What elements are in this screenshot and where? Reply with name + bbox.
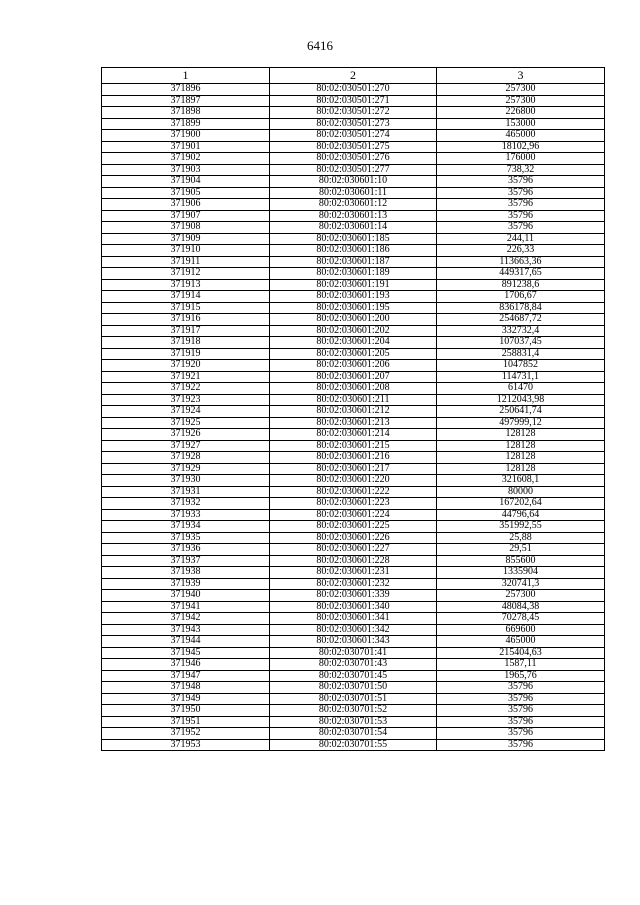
- table-row: [102, 498, 605, 510]
- cadastral-number-cell: 80:02:030601:191: [270, 279, 437, 291]
- row-number-cell: 371935: [102, 532, 270, 544]
- value-cell: 35796: [437, 739, 605, 751]
- table-row: [102, 383, 605, 395]
- cadastral-number-cell: 80:02:030601:185: [270, 233, 437, 245]
- value-cell: 321608,1: [437, 475, 605, 487]
- row-number-cell: 371901: [102, 141, 270, 153]
- row-number-cell: 371918: [102, 337, 270, 349]
- value-cell: 167202,64: [437, 498, 605, 510]
- table-row: [102, 279, 605, 291]
- table-row: [102, 716, 605, 728]
- column-header-3: 3: [437, 68, 605, 84]
- value-cell: 18102,96: [437, 141, 605, 153]
- table-row: [102, 199, 605, 211]
- value-cell: 1335904: [437, 567, 605, 579]
- value-cell: 332732,4: [437, 325, 605, 337]
- cadastral-number-cell: 80:02:030601:211: [270, 394, 437, 406]
- cadastral-number-cell: 80:02:030601:341: [270, 613, 437, 625]
- cadastral-number-cell: 80:02:030701:43: [270, 659, 437, 671]
- value-cell: 465000: [437, 636, 605, 648]
- page-number: 6416: [307, 38, 333, 53]
- row-number-cell: 371906: [102, 199, 270, 211]
- value-cell: 113663,36: [437, 256, 605, 268]
- row-number-cell: 371948: [102, 682, 270, 694]
- table-row: [102, 532, 605, 544]
- cadastral-number-cell: 80:02:030601:202: [270, 325, 437, 337]
- value-cell: 35796: [437, 728, 605, 740]
- cadastral-number-cell: 80:02:030701:51: [270, 693, 437, 705]
- value-cell: 1047852: [437, 360, 605, 372]
- table-row: [102, 647, 605, 659]
- value-cell: 465000: [437, 130, 605, 142]
- cadastral-number-cell: 80:02:030501:272: [270, 107, 437, 119]
- row-number-cell: 371912: [102, 268, 270, 280]
- column-header-2: 2: [270, 68, 437, 84]
- cadastral-number-cell: 80:02:030601:189: [270, 268, 437, 280]
- row-number-cell: 371928: [102, 452, 270, 464]
- cadastral-number-cell: 80:02:030701:54: [270, 728, 437, 740]
- table-row: [102, 705, 605, 717]
- table-row: [102, 394, 605, 406]
- cadastral-number-cell: 80:02:030601:208: [270, 383, 437, 395]
- row-number-cell: 371919: [102, 348, 270, 360]
- row-number-cell: 371923: [102, 394, 270, 406]
- value-cell: 226,33: [437, 245, 605, 257]
- row-number-cell: 371952: [102, 728, 270, 740]
- cadastral-number-cell: 80:02:030601:217: [270, 463, 437, 475]
- table-row: [102, 141, 605, 153]
- row-number-cell: 371903: [102, 164, 270, 176]
- table-row: [102, 256, 605, 268]
- value-cell: 244,11: [437, 233, 605, 245]
- row-number-cell: 371926: [102, 429, 270, 441]
- value-cell: 449317,65: [437, 268, 605, 280]
- cadastral-number-cell: 80:02:030601:206: [270, 360, 437, 372]
- row-number-cell: 371904: [102, 176, 270, 188]
- value-cell: 738,32: [437, 164, 605, 176]
- value-cell: 35796: [437, 187, 605, 199]
- table-row: [102, 728, 605, 740]
- value-cell: 855600: [437, 555, 605, 567]
- value-cell: 29,51: [437, 544, 605, 556]
- row-number-cell: 371947: [102, 670, 270, 682]
- cadastral-number-cell: 80:02:030601:226: [270, 532, 437, 544]
- table-row: [102, 176, 605, 188]
- value-cell: 257300: [437, 95, 605, 107]
- row-number-cell: 371944: [102, 636, 270, 648]
- row-number-cell: 371924: [102, 406, 270, 418]
- value-cell: 351992,55: [437, 521, 605, 533]
- row-number-cell: 371907: [102, 210, 270, 222]
- row-number-cell: 371927: [102, 440, 270, 452]
- table-row: [102, 452, 605, 464]
- cadastral-number-cell: 80:02:030601:204: [270, 337, 437, 349]
- table-row: [102, 636, 605, 648]
- cadastral-number-cell: 80:02:030601:12: [270, 199, 437, 211]
- cadastral-number-cell: 80:02:030601:227: [270, 544, 437, 556]
- table-row: [102, 130, 605, 142]
- table-row: [102, 693, 605, 705]
- row-number-cell: 371925: [102, 417, 270, 429]
- cadastral-number-cell: 80:02:030601:212: [270, 406, 437, 418]
- cadastral-number-cell: 80:02:030701:45: [270, 670, 437, 682]
- cadastral-number-cell: 80:02:030601:339: [270, 590, 437, 602]
- value-cell: 35796: [437, 210, 605, 222]
- cadastral-number-cell: 80:02:030601:232: [270, 578, 437, 590]
- row-number-cell: 371942: [102, 613, 270, 625]
- cadastral-number-cell: 80:02:030601:216: [270, 452, 437, 464]
- table-row: [102, 187, 605, 199]
- table-row: [102, 245, 605, 257]
- value-cell: 836178,84: [437, 302, 605, 314]
- row-number-cell: 371938: [102, 567, 270, 579]
- value-cell: 258831,4: [437, 348, 605, 360]
- value-cell: 35796: [437, 682, 605, 694]
- value-cell: 48084,38: [437, 601, 605, 613]
- cadastral-number-cell: 80:02:030601:187: [270, 256, 437, 268]
- table-row: [102, 360, 605, 372]
- row-number-cell: 371911: [102, 256, 270, 268]
- row-number-cell: 371913: [102, 279, 270, 291]
- cadastral-number-cell: 80:02:030701:50: [270, 682, 437, 694]
- value-cell: 257300: [437, 590, 605, 602]
- table-row: [102, 544, 605, 556]
- table-row: [102, 222, 605, 234]
- row-number-cell: 371908: [102, 222, 270, 234]
- value-cell: 1212043,98: [437, 394, 605, 406]
- table-row: [102, 406, 605, 418]
- cadastral-number-cell: 80:02:030601:231: [270, 567, 437, 579]
- value-cell: 35796: [437, 222, 605, 234]
- value-cell: 226800: [437, 107, 605, 119]
- value-cell: 176000: [437, 153, 605, 165]
- table-row: [102, 521, 605, 533]
- value-cell: 114731,1: [437, 371, 605, 383]
- row-number-cell: 371929: [102, 463, 270, 475]
- row-number-cell: 371933: [102, 509, 270, 521]
- cadastral-number-cell: 80:02:030601:214: [270, 429, 437, 441]
- cadastral-number-cell: 80:02:030501:271: [270, 95, 437, 107]
- cadastral-number-cell: 80:02:030501:273: [270, 118, 437, 130]
- cadastral-number-cell: 80:02:030601:340: [270, 601, 437, 613]
- row-number-cell: 371940: [102, 590, 270, 602]
- value-cell: 669600: [437, 624, 605, 636]
- table-row: [102, 210, 605, 222]
- table-row: [102, 84, 605, 96]
- cadastral-number-cell: 80:02:030501:277: [270, 164, 437, 176]
- cadastral-table: [101, 67, 605, 751]
- cadastral-number-cell: 80:02:030501:276: [270, 153, 437, 165]
- cadastral-number-cell: 80:02:030601:193: [270, 291, 437, 303]
- value-cell: 1965,76: [437, 670, 605, 682]
- cadastral-number-cell: 80:02:030601:220: [270, 475, 437, 487]
- value-cell: 44796,64: [437, 509, 605, 521]
- header-row: [102, 68, 605, 84]
- value-cell: 497999,12: [437, 417, 605, 429]
- value-cell: 35796: [437, 176, 605, 188]
- table-row: [102, 555, 605, 567]
- row-number-cell: 371953: [102, 739, 270, 751]
- value-cell: 25,88: [437, 532, 605, 544]
- table-row: [102, 95, 605, 107]
- value-cell: 61470: [437, 383, 605, 395]
- table-row: [102, 118, 605, 130]
- cadastral-number-cell: 80:02:030601:225: [270, 521, 437, 533]
- table-row: [102, 475, 605, 487]
- table-row: [102, 659, 605, 671]
- table-row: [102, 601, 605, 613]
- table-body: [102, 84, 605, 751]
- cadastral-number-cell: 80:02:030601:222: [270, 486, 437, 498]
- row-number-cell: 371909: [102, 233, 270, 245]
- table-row: [102, 164, 605, 176]
- cadastral-number-cell: 80:02:030601:213: [270, 417, 437, 429]
- table-row: [102, 682, 605, 694]
- row-number-cell: 371922: [102, 383, 270, 395]
- cadastral-number-cell: 80:02:030701:55: [270, 739, 437, 751]
- table-row: [102, 440, 605, 452]
- column-header-1: 1: [102, 68, 270, 84]
- table-row: [102, 578, 605, 590]
- row-number-cell: 371951: [102, 716, 270, 728]
- table-row: [102, 371, 605, 383]
- row-number-cell: 371917: [102, 325, 270, 337]
- table-header: [102, 68, 605, 84]
- row-number-cell: 371897: [102, 95, 270, 107]
- value-cell: 891238,6: [437, 279, 605, 291]
- value-cell: 35796: [437, 716, 605, 728]
- row-number-cell: 371934: [102, 521, 270, 533]
- table-row: [102, 486, 605, 498]
- value-cell: 128128: [437, 452, 605, 464]
- value-cell: 153000: [437, 118, 605, 130]
- row-number-cell: 371930: [102, 475, 270, 487]
- value-cell: 320741,3: [437, 578, 605, 590]
- table-row: [102, 613, 605, 625]
- table-row: [102, 268, 605, 280]
- cadastral-number-cell: 80:02:030501:275: [270, 141, 437, 153]
- row-number-cell: 371920: [102, 360, 270, 372]
- table-row: [102, 348, 605, 360]
- value-cell: 70278,45: [437, 613, 605, 625]
- cadastral-number-cell: 80:02:030601:228: [270, 555, 437, 567]
- table-row: [102, 153, 605, 165]
- row-number-cell: 371902: [102, 153, 270, 165]
- row-number-cell: 371916: [102, 314, 270, 326]
- row-number-cell: 371949: [102, 693, 270, 705]
- table-row: [102, 233, 605, 245]
- cadastral-number-cell: 80:02:030501:270: [270, 84, 437, 96]
- row-number-cell: 371936: [102, 544, 270, 556]
- cadastral-number-cell: 80:02:030601:186: [270, 245, 437, 257]
- value-cell: 35796: [437, 705, 605, 717]
- row-number-cell: 371921: [102, 371, 270, 383]
- row-number-cell: 371941: [102, 601, 270, 613]
- cadastral-number-cell: 80:02:030601:10: [270, 176, 437, 188]
- cadastral-number-cell: 80:02:030601:13: [270, 210, 437, 222]
- cadastral-number-cell: 80:02:030601:205: [270, 348, 437, 360]
- table-row: [102, 567, 605, 579]
- table-row: [102, 107, 605, 119]
- row-number-cell: 371950: [102, 705, 270, 717]
- row-number-cell: 371931: [102, 486, 270, 498]
- row-number-cell: 371946: [102, 659, 270, 671]
- value-cell: 1587,11: [437, 659, 605, 671]
- cadastral-number-cell: 80:02:030701:53: [270, 716, 437, 728]
- value-cell: 35796: [437, 693, 605, 705]
- cadastral-number-cell: 80:02:030601:223: [270, 498, 437, 510]
- value-cell: 128128: [437, 440, 605, 452]
- table-row: [102, 463, 605, 475]
- table-row: [102, 670, 605, 682]
- cadastral-number-cell: 80:02:030601:200: [270, 314, 437, 326]
- table-row: [102, 509, 605, 521]
- cadastral-number-cell: 80:02:030601:342: [270, 624, 437, 636]
- table-row: [102, 291, 605, 303]
- cadastral-number-cell: 80:02:030601:343: [270, 636, 437, 648]
- table-row: [102, 314, 605, 326]
- value-cell: 80000: [437, 486, 605, 498]
- row-number-cell: 371898: [102, 107, 270, 119]
- cadastral-number-cell: 80:02:030601:14: [270, 222, 437, 234]
- row-number-cell: 371937: [102, 555, 270, 567]
- value-cell: 254687,72: [437, 314, 605, 326]
- row-number-cell: 371915: [102, 302, 270, 314]
- cadastral-number-cell: 80:02:030701:52: [270, 705, 437, 717]
- value-cell: 128128: [437, 463, 605, 475]
- table-row: [102, 429, 605, 441]
- row-number-cell: 371899: [102, 118, 270, 130]
- row-number-cell: 371914: [102, 291, 270, 303]
- table-row: [102, 624, 605, 636]
- table-row: [102, 417, 605, 429]
- table-row: [102, 337, 605, 349]
- value-cell: 215404,63: [437, 647, 605, 659]
- value-cell: 257300: [437, 84, 605, 96]
- value-cell: 250641,74: [437, 406, 605, 418]
- row-number-cell: 371896: [102, 84, 270, 96]
- cadastral-number-cell: 80:02:030601:195: [270, 302, 437, 314]
- table-row: [102, 302, 605, 314]
- table-row: [102, 325, 605, 337]
- table-row: [102, 590, 605, 602]
- row-number-cell: 371900: [102, 130, 270, 142]
- row-number-cell: 371905: [102, 187, 270, 199]
- row-number-cell: 371932: [102, 498, 270, 510]
- cadastral-number-cell: 80:02:030701:41: [270, 647, 437, 659]
- value-cell: 1706,67: [437, 291, 605, 303]
- cadastral-number-cell: 80:02:030601:207: [270, 371, 437, 383]
- row-number-cell: 371943: [102, 624, 270, 636]
- cadastral-number-cell: 80:02:030601:215: [270, 440, 437, 452]
- row-number-cell: 371945: [102, 647, 270, 659]
- row-number-cell: 371939: [102, 578, 270, 590]
- cadastral-number-cell: 80:02:030601:224: [270, 509, 437, 521]
- value-cell: 107037,45: [437, 337, 605, 349]
- row-number-cell: 371910: [102, 245, 270, 257]
- cadastral-number-cell: 80:02:030601:11: [270, 187, 437, 199]
- value-cell: 128128: [437, 429, 605, 441]
- table-row: [102, 739, 605, 751]
- value-cell: 35796: [437, 199, 605, 211]
- cadastral-number-cell: 80:02:030501:274: [270, 130, 437, 142]
